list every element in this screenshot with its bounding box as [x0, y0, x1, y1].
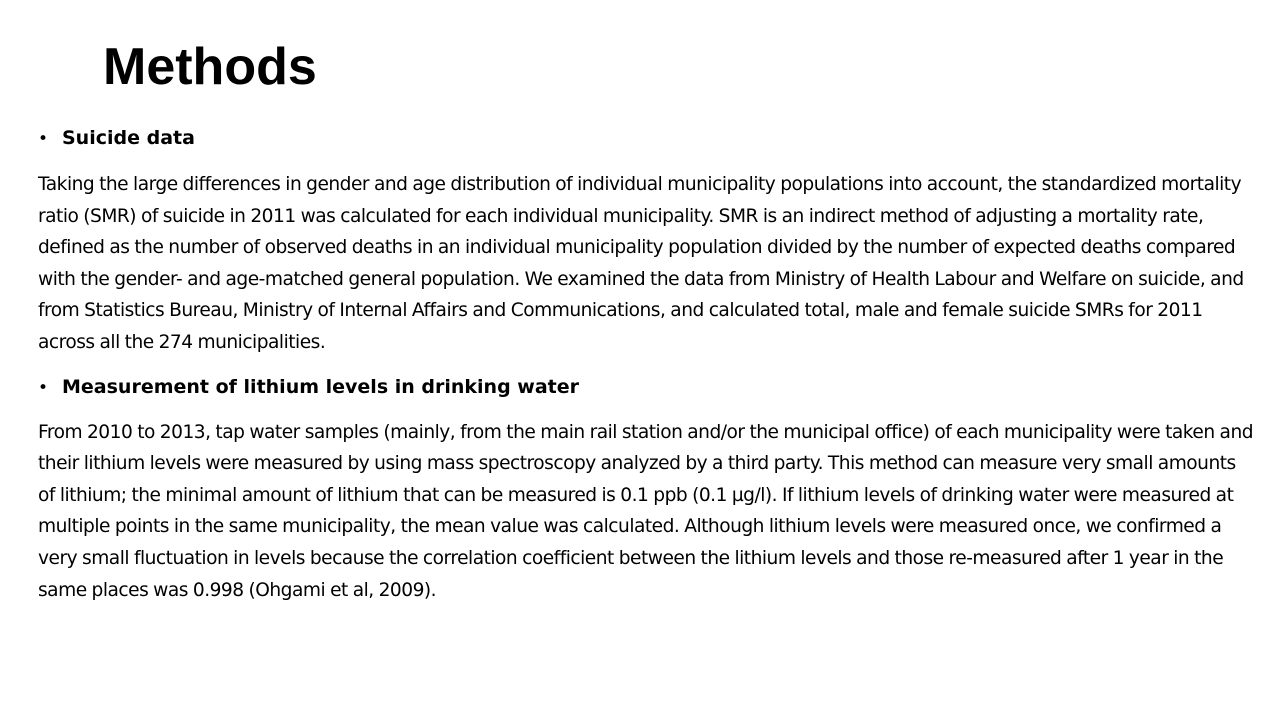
- section-body-lithium-measurement: From 2010 to 2013, tap water samples (mainly, from the main rail station and/or the municipal office) of each municipality were taken and their lithium levels were measured by using mass spectroscopy analyzed by a third party. This method can measure very small amounts of lithium; the minimal amount of lithium that can be measured is 0.1 ppb (0.1 µg/l). If lithium levels of drinking water were measured at multiple points in the same municipality, the mean value was calculated. Although lithium levels were measured once, we confirmed a very small fluctuation in levels because the correlation coefficient between the lithium levels and those re-measured after 1 year in the same places was 0.998 (Ohgami et al, 2009).: [38, 421, 1254, 601]
- section-heading-label: Suicide data: [62, 127, 195, 149]
- slide-content: [38, 122, 1254, 606]
- section-heading-suicide-data: [38, 122, 1254, 155]
- slide-title: Methods: [103, 38, 317, 96]
- bullet-icon: •: [38, 377, 49, 398]
- section-heading-lithium-measurement: [38, 371, 1254, 404]
- bullet-icon: •: [38, 129, 49, 149]
- section-heading-label: Measurement of lithium levels in drinking water: [62, 375, 580, 398]
- section-body-suicide-data: Taking the large differences in gender and age distribution of individual municipality populations into account, the standardized mortality ratio (SMR) of suicide in 2011 was calculated for each individual municipality. SMR is an indirect method of adjusting a mortality rate, defined as the number of observed deaths in an individual municipality population divided by the number of expected deaths compared with the gender- and age-matched general population. We examined the data from Ministry of Health Labour and Welfare on suicide, and from Statistics Bureau, Ministry of Internal Affairs and Communications, and calculated total, male and female suicide SMRs for 2011 across all the 274 municipalities.: [38, 174, 1244, 353]
